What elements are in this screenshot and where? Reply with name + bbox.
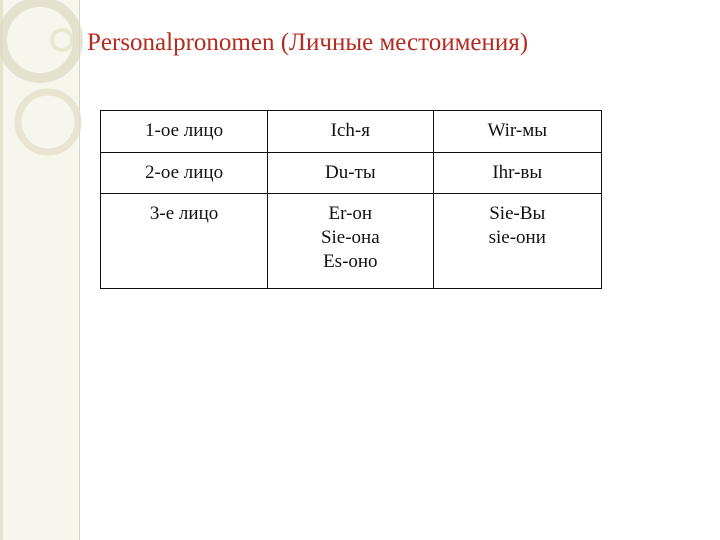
table-cell-plural	[433, 194, 602, 289]
cell-line: Sie-Вы	[489, 203, 546, 224]
decorative-ring-small	[52, 30, 72, 50]
cell-line: 1-ое лицо	[145, 120, 224, 141]
cell-line: Du-ты	[325, 162, 376, 183]
table-cell-singular	[268, 153, 433, 194]
pronouns-table	[100, 110, 602, 289]
cell-line: Ihr-вы	[492, 162, 543, 183]
table-cell-person	[101, 153, 268, 194]
table-cell-singular	[268, 111, 433, 153]
table-row	[101, 153, 602, 194]
table-cell-person	[101, 111, 268, 153]
cell-line: Sie-она	[320, 227, 380, 248]
table-cell-person	[101, 194, 268, 289]
cell-line: Es-оно	[323, 251, 378, 272]
table-cell-plural	[433, 111, 602, 153]
decorative-ring-medium	[18, 92, 78, 152]
table-row	[101, 111, 602, 153]
cell-line: Er-он	[328, 203, 373, 224]
cell-line: sie-они	[488, 227, 546, 248]
cell-line: 2-ое лицо	[145, 162, 224, 183]
table-cell-singular	[268, 194, 433, 289]
cell-line: Ich-я	[330, 120, 370, 141]
decorative-ring-large	[2, 2, 78, 78]
table-row	[101, 194, 602, 289]
cell-line: Wir-мы	[487, 120, 547, 141]
slide-title: Personalpronomen (Личные местоимения)	[87, 29, 529, 56]
cell-line: 3-е лицо	[149, 203, 219, 224]
table-cell-plural	[433, 153, 602, 194]
